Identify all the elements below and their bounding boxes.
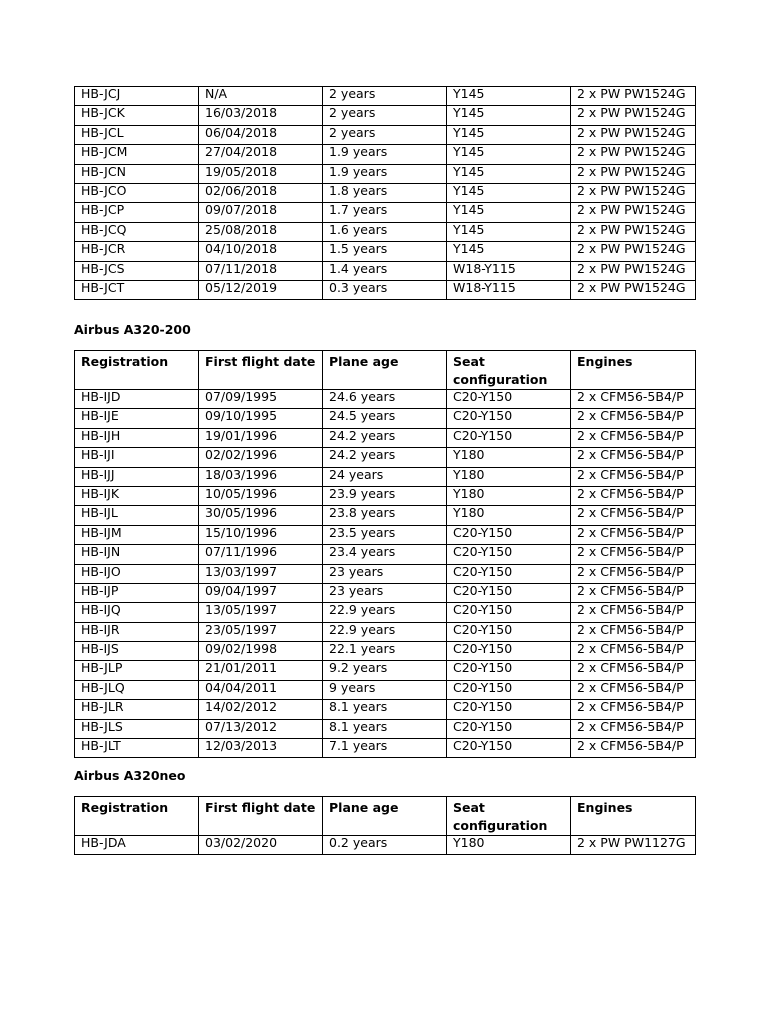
cell-engines: 2 x CFM56-5B4/P [571,622,696,641]
cell-plane-age: 9 years [323,680,447,699]
cell-engines: 2 x CFM56-5B4/P [571,642,696,661]
cell-engines: 2 x PW PW1524G [571,87,696,106]
cell-first-flight-date: 09/02/1998 [199,642,323,661]
cell-plane-age: 23 years [323,564,447,583]
cell-engines: 2 x CFM56-5B4/P [571,467,696,486]
cell-first-flight-date: 19/01/1996 [199,428,323,447]
table-row [75,739,696,758]
header-registration: Registration [75,797,199,836]
cell-engines: 2 x CFM56-5B4/P [571,739,696,758]
cell-first-flight-date: 23/05/1997 [199,622,323,641]
cell-plane-age: 23.5 years [323,525,447,544]
cell-first-flight-date: 18/03/1996 [199,467,323,486]
cell-seat-configuration: C20-Y150 [447,603,571,622]
cell-registration: HB-IJD [75,390,199,409]
cell-first-flight-date: 07/09/1995 [199,390,323,409]
cell-engines: 2 x CFM56-5B4/P [571,428,696,447]
cell-plane-age: 8.1 years [323,700,447,719]
cell-seat-configuration: Y180 [447,467,571,486]
cell-engines: 2 x CFM56-5B4/P [571,448,696,467]
header-engines: Engines [571,797,696,836]
cell-plane-age: 0.2 years [323,836,447,855]
cell-plane-age: 1.7 years [323,203,447,222]
cell-first-flight-date: 09/10/1995 [199,409,323,428]
cell-registration: HB-JCQ [75,222,199,241]
cell-plane-age: 1.9 years [323,145,447,164]
cell-engines: 2 x CFM56-5B4/P [571,719,696,738]
cell-first-flight-date: 07/11/1996 [199,545,323,564]
cell-plane-age: 24 years [323,467,447,486]
cell-engines: 2 x CFM56-5B4/P [571,700,696,719]
cell-registration: HB-IJI [75,448,199,467]
cell-plane-age: 22.9 years [323,622,447,641]
header-first-flight-date: First flight date [199,797,323,836]
cell-registration: HB-JCN [75,164,199,183]
cell-engines: 2 x CFM56-5B4/P [571,486,696,505]
header-plane-age: Plane age [323,797,447,836]
cell-engines: 2 x CFM56-5B4/P [571,603,696,622]
table-body [75,836,696,855]
table-row [75,106,696,125]
table-header [75,797,696,836]
cell-first-flight-date: 13/03/1997 [199,564,323,583]
cell-seat-configuration: C20-Y150 [447,622,571,641]
a320-200-fleet-table [74,350,696,758]
header-registration: Registration [75,351,199,390]
table-row [75,642,696,661]
cell-registration: HB-JLS [75,719,199,738]
cell-plane-age: 22.1 years [323,642,447,661]
cell-plane-age: 1.9 years [323,164,447,183]
table-row [75,719,696,738]
table-row [75,661,696,680]
cell-seat-configuration: C20-Y150 [447,545,571,564]
cell-registration: HB-JDA [75,836,199,855]
table-row [75,545,696,564]
table-row [75,87,696,106]
cell-registration: HB-JLP [75,661,199,680]
cell-seat-configuration: Y145 [447,106,571,125]
cell-registration: HB-IJN [75,545,199,564]
table-row [75,564,696,583]
cell-registration: HB-JCJ [75,87,199,106]
cell-first-flight-date: 04/04/2011 [199,680,323,699]
header-row [75,797,696,836]
cell-registration: HB-IJO [75,564,199,583]
cell-registration: HB-JCT [75,280,199,299]
cell-registration: HB-IJK [75,486,199,505]
cell-first-flight-date: 02/06/2018 [199,183,323,202]
cell-first-flight-date: 05/12/2019 [199,280,323,299]
table-row [75,467,696,486]
cell-seat-configuration: Y145 [447,164,571,183]
cell-engines: 2 x CFM56-5B4/P [571,390,696,409]
cell-seat-configuration: Y145 [447,242,571,261]
header-seat-configuration: Seat configuration [447,351,571,390]
cell-seat-configuration: C20-Y150 [447,680,571,699]
a320neo-fleet-table [74,796,696,855]
cell-seat-configuration: C20-Y150 [447,700,571,719]
cell-seat-configuration: C20-Y150 [447,719,571,738]
cell-plane-age: 7.1 years [323,739,447,758]
cell-registration: HB-IJL [75,506,199,525]
cell-engines: 2 x CFM56-5B4/P [571,661,696,680]
table-row [75,203,696,222]
cell-first-flight-date: 14/02/2012 [199,700,323,719]
table-row [75,583,696,602]
cell-plane-age: 2 years [323,125,447,144]
cell-first-flight-date: 15/10/1996 [199,525,323,544]
cell-engines: 2 x PW PW1524G [571,261,696,280]
section-title-a320-200: Airbus A320-200 [74,322,191,337]
cell-registration: HB-JLQ [75,680,199,699]
cell-registration: HB-JCP [75,203,199,222]
cell-registration: HB-JLT [75,739,199,758]
table-row [75,261,696,280]
table-row [75,603,696,622]
cell-seat-configuration: Y180 [447,448,571,467]
header-engines: Engines [571,351,696,390]
cell-first-flight-date: 06/04/2018 [199,125,323,144]
cell-seat-configuration: W18-Y115 [447,261,571,280]
table-row [75,506,696,525]
cell-plane-age: 22.9 years [323,603,447,622]
table-row [75,280,696,299]
cell-first-flight-date: 04/10/2018 [199,242,323,261]
cell-first-flight-date: 09/04/1997 [199,583,323,602]
table-row [75,680,696,699]
table-header [75,351,696,390]
cell-first-flight-date: 12/03/2013 [199,739,323,758]
cell-plane-age: 24.5 years [323,409,447,428]
cell-plane-age: 23 years [323,583,447,602]
cell-engines: 2 x CFM56-5B4/P [571,409,696,428]
cell-first-flight-date: 10/05/1996 [199,486,323,505]
cell-seat-configuration: Y145 [447,145,571,164]
cell-first-flight-date: 09/07/2018 [199,203,323,222]
a220-fleet-table [74,86,696,300]
cell-plane-age: 1.5 years [323,242,447,261]
cell-seat-configuration: C20-Y150 [447,409,571,428]
cell-seat-configuration: Y180 [447,836,571,855]
cell-seat-configuration: Y145 [447,203,571,222]
table-row [75,700,696,719]
cell-engines: 2 x CFM56-5B4/P [571,545,696,564]
table-body [75,87,696,300]
cell-first-flight-date: 21/01/2011 [199,661,323,680]
cell-first-flight-date: 30/05/1996 [199,506,323,525]
header-first-flight-date: First flight date [199,351,323,390]
header-plane-age: Plane age [323,351,447,390]
cell-plane-age: 24.6 years [323,390,447,409]
cell-seat-configuration: Y180 [447,486,571,505]
cell-first-flight-date: 27/04/2018 [199,145,323,164]
cell-seat-configuration: C20-Y150 [447,525,571,544]
cell-first-flight-date: 02/02/1996 [199,448,323,467]
cell-engines: 2 x CFM56-5B4/P [571,583,696,602]
cell-seat-configuration: C20-Y150 [447,661,571,680]
table-row [75,409,696,428]
cell-registration: HB-JCS [75,261,199,280]
cell-engines: 2 x CFM56-5B4/P [571,564,696,583]
cell-registration: HB-IJE [75,409,199,428]
table-row [75,164,696,183]
cell-seat-configuration: C20-Y150 [447,564,571,583]
cell-registration: HB-IJR [75,622,199,641]
cell-engines: 2 x CFM56-5B4/P [571,506,696,525]
cell-registration: HB-JCR [75,242,199,261]
cell-seat-configuration: C20-Y150 [447,428,571,447]
cell-registration: HB-JCK [75,106,199,125]
cell-engines: 2 x PW PW1524G [571,242,696,261]
table-row [75,222,696,241]
table-row [75,183,696,202]
cell-first-flight-date: 16/03/2018 [199,106,323,125]
cell-engines: 2 x PW PW1524G [571,203,696,222]
cell-plane-age: 23.9 years [323,486,447,505]
cell-seat-configuration: Y145 [447,183,571,202]
cell-first-flight-date: 07/11/2018 [199,261,323,280]
cell-registration: HB-JLR [75,700,199,719]
cell-registration: HB-IJQ [75,603,199,622]
cell-first-flight-date: 13/05/1997 [199,603,323,622]
cell-engines: 2 x PW PW1524G [571,222,696,241]
cell-engines: 2 x PW PW1524G [571,183,696,202]
table-row [75,486,696,505]
cell-engines: 2 x PW PW1524G [571,145,696,164]
cell-plane-age: 2 years [323,87,447,106]
table-row [75,428,696,447]
section-title-a320neo: Airbus A320neo [74,768,186,783]
table-row [75,125,696,144]
cell-seat-configuration: W18-Y115 [447,280,571,299]
cell-registration: HB-IJJ [75,467,199,486]
cell-engines: 2 x PW PW1127G [571,836,696,855]
cell-first-flight-date: 19/05/2018 [199,164,323,183]
table-row [75,390,696,409]
cell-engines: 2 x CFM56-5B4/P [571,525,696,544]
cell-registration: HB-JCL [75,125,199,144]
header-seat-configuration: Seat configuration [447,797,571,836]
cell-first-flight-date: 03/02/2020 [199,836,323,855]
cell-registration: HB-JCM [75,145,199,164]
header-row [75,351,696,390]
table-row [75,448,696,467]
cell-plane-age: 8.1 years [323,719,447,738]
cell-plane-age: 23.4 years [323,545,447,564]
cell-registration: HB-IJP [75,583,199,602]
table-row [75,525,696,544]
cell-plane-age: 24.2 years [323,428,447,447]
cell-plane-age: 1.4 years [323,261,447,280]
cell-engines: 2 x PW PW1524G [571,164,696,183]
cell-engines: 2 x PW PW1524G [571,280,696,299]
cell-registration: HB-IJM [75,525,199,544]
table-row [75,836,696,855]
cell-plane-age: 23.8 years [323,506,447,525]
cell-engines: 2 x PW PW1524G [571,125,696,144]
cell-first-flight-date: 25/08/2018 [199,222,323,241]
cell-plane-age: 1.6 years [323,222,447,241]
cell-registration: HB-IJH [75,428,199,447]
cell-plane-age: 0.3 years [323,280,447,299]
table-row [75,622,696,641]
cell-plane-age: 9.2 years [323,661,447,680]
table-row [75,145,696,164]
cell-registration: HB-IJS [75,642,199,661]
cell-plane-age: 1.8 years [323,183,447,202]
cell-first-flight-date: N/A [199,87,323,106]
cell-plane-age: 24.2 years [323,448,447,467]
cell-seat-configuration: C20-Y150 [447,642,571,661]
cell-seat-configuration: Y145 [447,87,571,106]
cell-plane-age: 2 years [323,106,447,125]
cell-seat-configuration: C20-Y150 [447,390,571,409]
cell-engines: 2 x PW PW1524G [571,106,696,125]
table-row [75,242,696,261]
cell-registration: HB-JCO [75,183,199,202]
table-body [75,390,696,758]
cell-first-flight-date: 07/13/2012 [199,719,323,738]
cell-seat-configuration: Y145 [447,222,571,241]
cell-seat-configuration: Y145 [447,125,571,144]
cell-seat-configuration: C20-Y150 [447,583,571,602]
cell-seat-configuration: Y180 [447,506,571,525]
cell-seat-configuration: C20-Y150 [447,739,571,758]
cell-engines: 2 x CFM56-5B4/P [571,680,696,699]
